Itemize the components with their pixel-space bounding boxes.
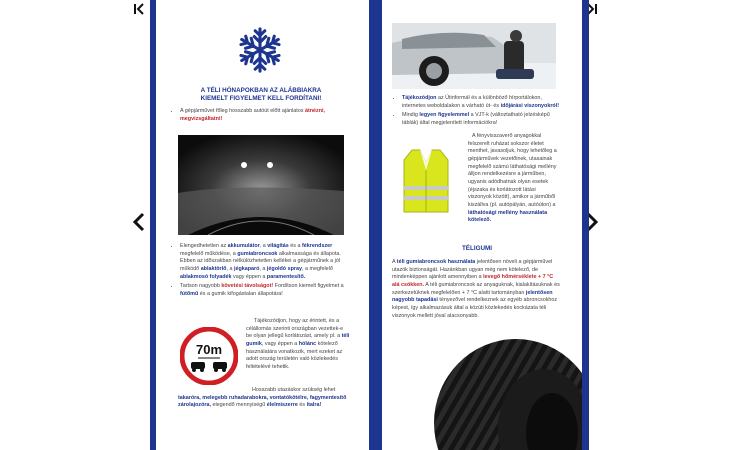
vjt-bullet: • Mindig legyen figyelemmel a VJT-k (változtatható jelzésképű táblák) által megjelenített információkra! (402, 112, 562, 127)
safety-vest-image (398, 148, 454, 214)
right-heading: TÉLIGUMI (461, 245, 493, 252)
snowflake-icon (236, 25, 284, 75)
info-bullet: • Tájékozódjon az Útinformál és a különböző hírportálokon, internetes weboldalakon a várható út- és időjárási viszonyokról! (402, 95, 562, 110)
restriction-text: Tájékozódjon, hogy az érintett, és a célállomás szerinti országban vezettek-e be olyan jellegű korlátozást, amely pl. a téli gumik, vagy éppen a hólánc kötelező használatára vonatkozik, mert ezeket az adott ország területén való közlekedés feltételévé tehetik. (246, 318, 350, 371)
sign-distance-label: 70m (195, 342, 223, 357)
previous-page-icon (132, 212, 146, 232)
winter-tyre-image (432, 337, 582, 450)
supplies-text: Hosszabb utazáskor szükség lehet takaróra, melegebb ruhadarabokra, vontatókötélre, fagymentesítő zárolajozóra, elegendő mennyiségű élelmiszerre és italra! (178, 387, 347, 409)
intro-bullet: • A gépjárművet főleg hosszabb autóút előtt ajánlatos átnézni, megvizsgáltatni! (172, 108, 352, 125)
equipment-bullet: • Elengedhetetlen az akkumulátor, a világítás és a fékrendszer megfelelő működése, a gumiabroncsok alkalmassága és állapota. Ebben az időszakban nélkülözhetetlen kellékei a gépjárműnek a jól működő ablaktörlő, a jégkaparó, a jégoldó spray, a megfelelő ablakmosó folyadék vagy éppen a paramentesítő. (180, 243, 352, 281)
first-page-icon (133, 3, 145, 15)
distance-sign-image (180, 327, 238, 385)
left-page (156, 0, 369, 450)
night-road-photo (178, 135, 344, 235)
left-heading: A TÉLI HÓNAPOKBAN AZ ALÁBBIAKRA KIEMELT FIGYELMET KELL FORDÍTANI! (200, 87, 322, 103)
distance-bullet: • Tartson nagyobb követési távolságot! Fordítson kiemelt figyelmet a fútőmű és a gumik kifogástalan állapotára! (180, 283, 352, 298)
right-page-outer-band (582, 0, 589, 450)
right-top-bullets (394, 95, 562, 130)
right-page (382, 0, 582, 450)
winter-tyre-paragraph: A téli gumiabroncsok használata jelentősen növeli a gépjárművel utazók biztonságát. Hazánkban ugyan még nem kötelező, de mindenképpen ajánlott amennyiben a levegő hőmérséklete + 7 °C alá csökken. A téli gumiabroncsok az anyaguknak, kialakításuknak és szerkezetüknek megfelelően + 7 °C alatti tartományban jelentősen nagyobb tapadási tényezővel rendelkeznek az egyéb abroncsokhoz képest, így alkalmazásuk által a közúti közlekedés kockázata téli viszonyok mellett jóval alacsonyabb. (392, 259, 560, 319)
snow-chain-photo (392, 23, 556, 89)
left-bullets (172, 243, 352, 301)
vest-text: A fényvisszaverő anyagokkal felszerelt ruházat sokszor életet menthet, javasoljuk, hogy lehetőleg a gépjárművek vezetőinek, utasainak megfelelő számú láthatósági mellény álljon rendelkezésre a járműben, ugyanis adódhatnak olyan esetek (éjszaka és korlátozott látási viszonyok között), amikor a járműből kiszállva (pl. autópályán, autóúton) a láthatósági mellény használata kötelező. (468, 133, 557, 224)
first-page-button[interactable] (133, 3, 145, 19)
previous-page-button[interactable] (132, 210, 146, 238)
